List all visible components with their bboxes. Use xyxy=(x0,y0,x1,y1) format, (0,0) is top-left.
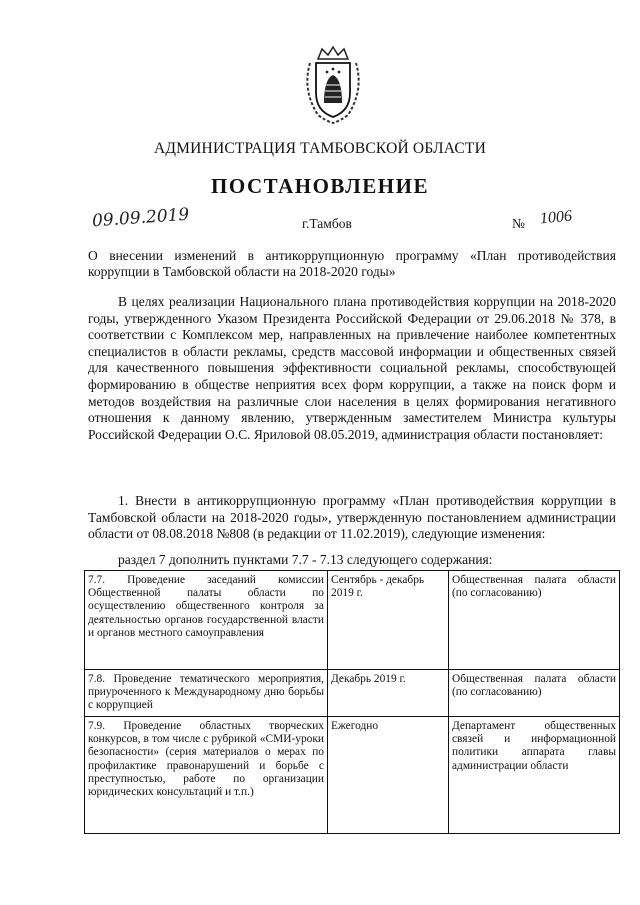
document-number-label: № xyxy=(512,216,525,231)
document-number: 1006 xyxy=(539,207,573,228)
coat-of-arms-icon xyxy=(298,45,368,125)
responsible-cell: Общественная палата области (по согласованию) xyxy=(449,571,620,670)
document-city: г.Тамбов xyxy=(302,216,352,231)
responsible-cell: Общественная палата области (по согласованию) xyxy=(449,670,620,717)
document-subject: О внесении изменений в антикоррупционную программу «План противодействия коррупции в Тамбовской области на 2018-2020 годы» xyxy=(88,248,616,279)
term-cell: Декабрь 2019 г. xyxy=(328,670,449,717)
table-row xyxy=(85,717,620,834)
section-note: раздел 7 дополнить пунктами 7.7 - 7.13 следующего содержания: xyxy=(118,552,493,567)
term-cell: Сентябрь - декабрь 2019 г. xyxy=(328,571,449,670)
document-date: 09.09.2019 xyxy=(91,204,190,232)
resolution-item-1: 1. Внести в антикоррупционную программу «План противодействия коррупции в Тамбовской области на 2018-2020 годы», утвержденную постановлением администрации области от 08.08.2018 №808 (в редакции от 11.02.2019), следующие изменения: xyxy=(88,493,616,542)
table-row xyxy=(85,670,620,717)
table-row xyxy=(85,571,620,670)
measure-cell: 7.7. Проведение заседаний комиссии Общественной палаты области по осуществлению общественного контроля за деятельностью органов государственной власти и органов местного самоуправления xyxy=(85,571,328,670)
measure-cell: 7.8. Проведение тематического мероприятия, приуроченного к Международному дню борьбы с коррупцией xyxy=(85,670,328,717)
term-cell: Ежегодно xyxy=(328,717,449,834)
responsible-cell: Департамент общественных связей и информационной политики аппарата главы администрации области xyxy=(449,717,620,834)
agency-name: АДМИНИСТРАЦИЯ ТАМБОВСКОЙ ОБЛАСТИ xyxy=(154,140,486,157)
measure-cell: 7.9. Проведение областных творческих конкурсов, в том числе с рубрикой «СМИ-уроки безопасности» (серия материалов о мерах по профилактике правонарушений и борьбе с преступностью, работе по организации юридических консультаций и т.п.) xyxy=(85,717,328,834)
document-type-title: ПОСТАНОВЛЕНИЕ xyxy=(211,174,429,198)
preamble-paragraph: В целях реализации Национального плана противодействия коррупции на 2018-2020 годы, утвержденного Указом Президента Российской Федерации от 29.06.2018 № 378, в соответствии с Комплексом мер, направленных на привлечение наиболее компетентных специалистов в области рекламы, средств массовой информации и общественных связей для качественного повышения эффективности социальной рекламы, способствующей формированию в обществе неприятия всех форм коррупции, а также на поиск форм и методов воздействия на различные слои населения в целях формирования негативного отношения к данному явлению, утвержденным заместителем Министра культуры Российской Федерации О.С. Яриловой 08.05.2019, администрация области постановляет: xyxy=(88,294,616,442)
amendments-table xyxy=(84,570,620,834)
